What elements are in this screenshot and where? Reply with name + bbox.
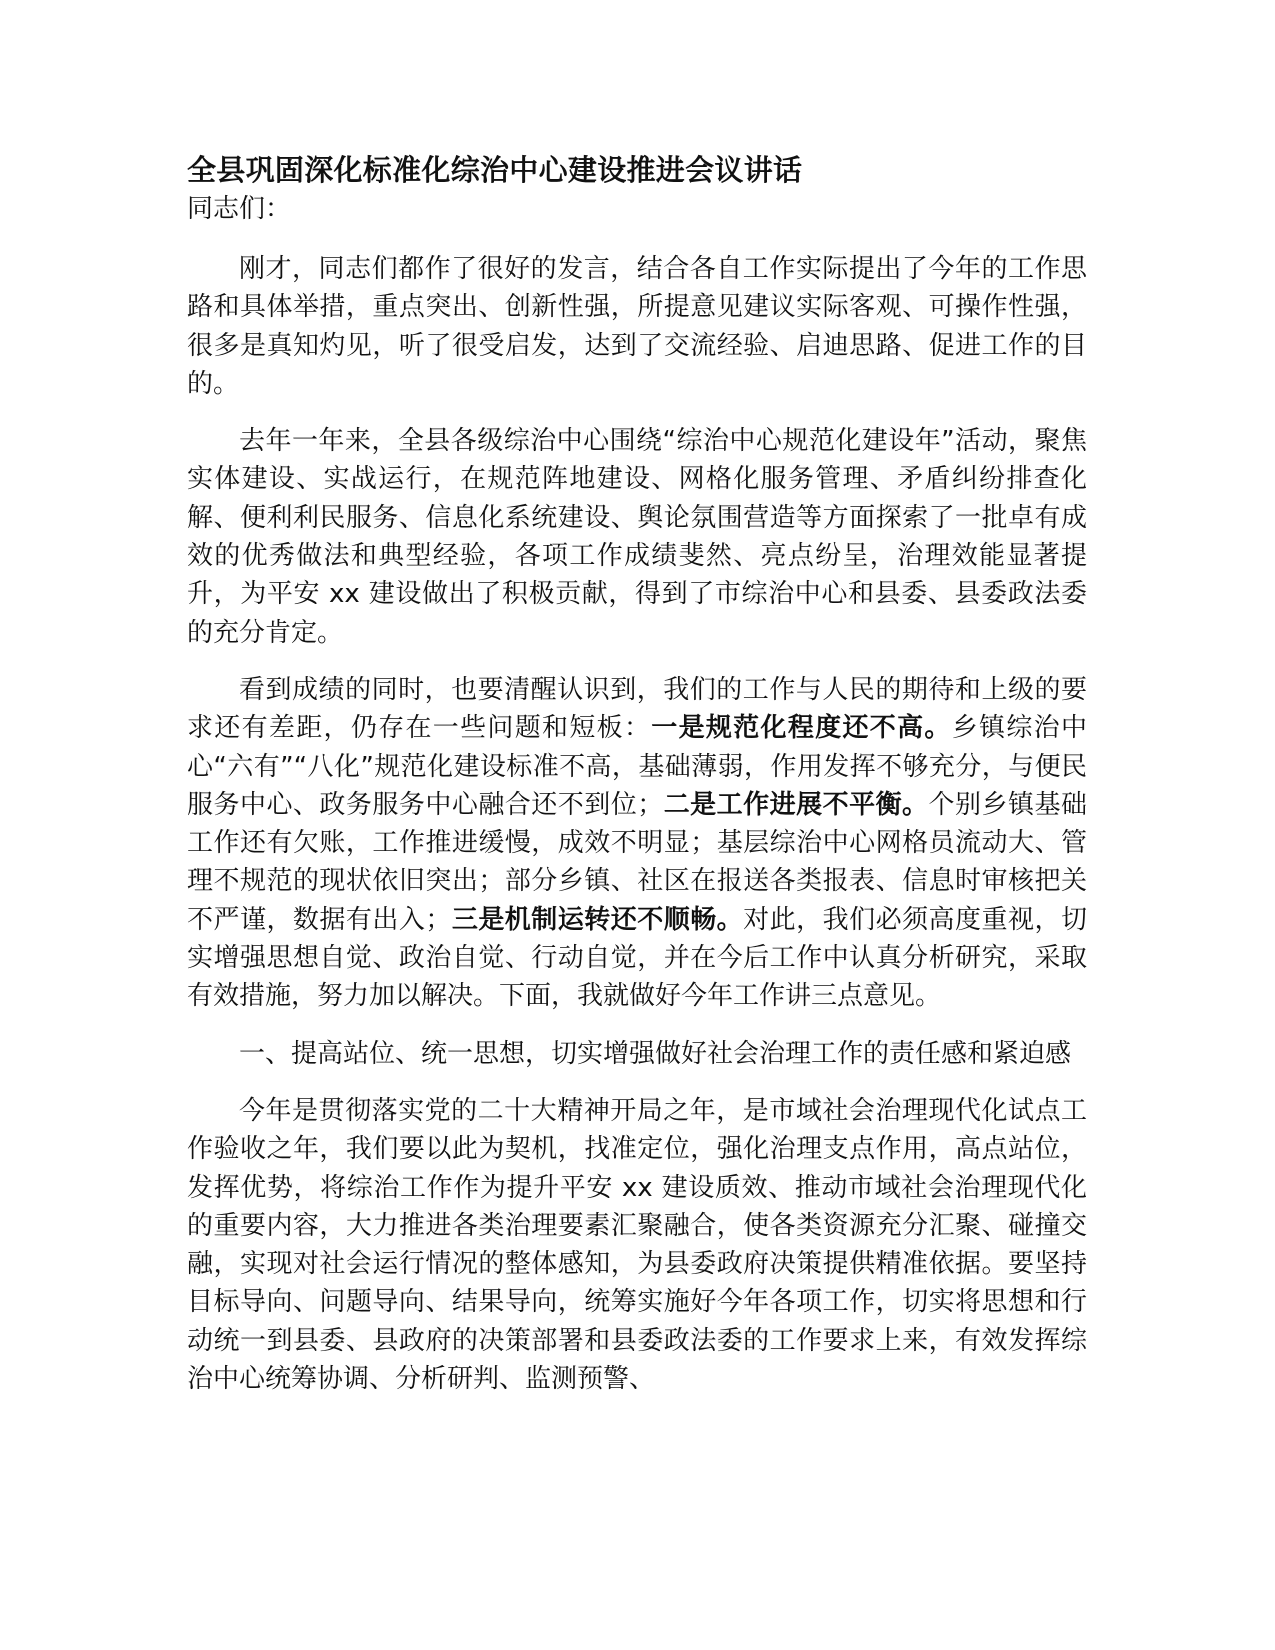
paragraph-text: 个别乡镇基础工作还有欠账，工作推进缓慢，成效不明显；基层综治中心网格员流动大、管理不规范的现状依旧突出；部分乡镇、社区在报送各类报表、信息时审核把关不严谨，数据有出入； [187,789,1087,935]
paragraph-text: 对此，我们必须高度重视，切实增强思想自觉、政治自觉、行动自觉，并在今后工作中认真分析研究，采取有效措施，努力加以解决。下面，我就做好今年工作讲三点意见。 [187,904,1087,1012]
paragraph-p4 [187,1035,1087,1073]
paragraph-text: 一、提高站位、统一思想，切实增强做好社会治理工作的责任感和紧迫感 [239,1038,1072,1069]
document-title: 全县巩固深化标准化综治中心建设推进会议讲话 [187,153,803,187]
bold-point-text: 三是机制运转还不顺畅。 [451,904,744,935]
paragraph-text: 去年一年来，全县各级综治中心围绕“综治中心规范化建设年”活动，聚焦实体建设、实战运行，在规范阵地建设、网格化服务管理、矛盾纠纷排查化解、便利利民服务、信息化系统建设、舆论氛围营造等方面探索了一批卓有成效的优秀做法和典型经验，各项工作成绩斐然、亮点纷呈，治理效能显著提升，为平安 xx 建设做出了积极贡献，得到了市综治中心和县委、县委政法委的充分肯定。 [187,426,1087,648]
bold-point-text: 二是工作进展不平衡。 [663,789,929,820]
salutation: 同志们： [187,194,292,224]
paragraph-p2 [187,422,1087,652]
paragraph-text: 看到成绩的同时，也要清醒认识到，我们的工作与人民的期待和上级的要求还有差距，仍存在一些问题和短板： [187,674,1087,744]
paragraph-text: 今年是贯彻落实党的二十大精神开局之年，是市域社会治理现代化试点工作验收之年，我们要以此为契机，找准定位，强化治理支点作用，高点站位，发挥优势，将综治工作作为提升平安 xx 建设质效、推动市域社会治理现代化的重要内容，大力推进各类治理要素汇聚融合，使各类资源充分汇聚、碰撞交融，实现对社会运行情况的整体感知，为县委政府决策提供精准依据。要坚持目标导向、问题导向、结果导向，统筹实施好今年各项工作，切实将思想和行动统一到县委、县政府的决策部署和县委政法委的工作要求上来，有效发挥综治中心统筹协调、分析研判、监测预警、 [187,1095,1087,1395]
paragraph-text: 刚才，同志们都作了很好的发言，结合各自工作实际提出了今年的工作思路和具体举措，重点突出、创新性强，所提意见建议实际客观、可操作性强，很多是真知灼见，听了很受启发，达到了交流经验、启迪思路、促进工作的目的。 [187,254,1087,399]
paragraph-p1 [187,250,1087,403]
paragraph-text: 乡镇综治中心“六有”“八化”规范化建设标准不高，基础薄弱，作用发挥不够充分，与便民服务中心、政务服务中心融合还不到位； [187,713,1087,820]
document-body [187,150,1087,1417]
paragraph-p3 [187,671,1087,1016]
paragraph-p5 [187,1092,1087,1398]
bold-point-text: 一是规范化程度还不高。 [651,713,952,744]
paragraph-list [187,250,1087,1398]
